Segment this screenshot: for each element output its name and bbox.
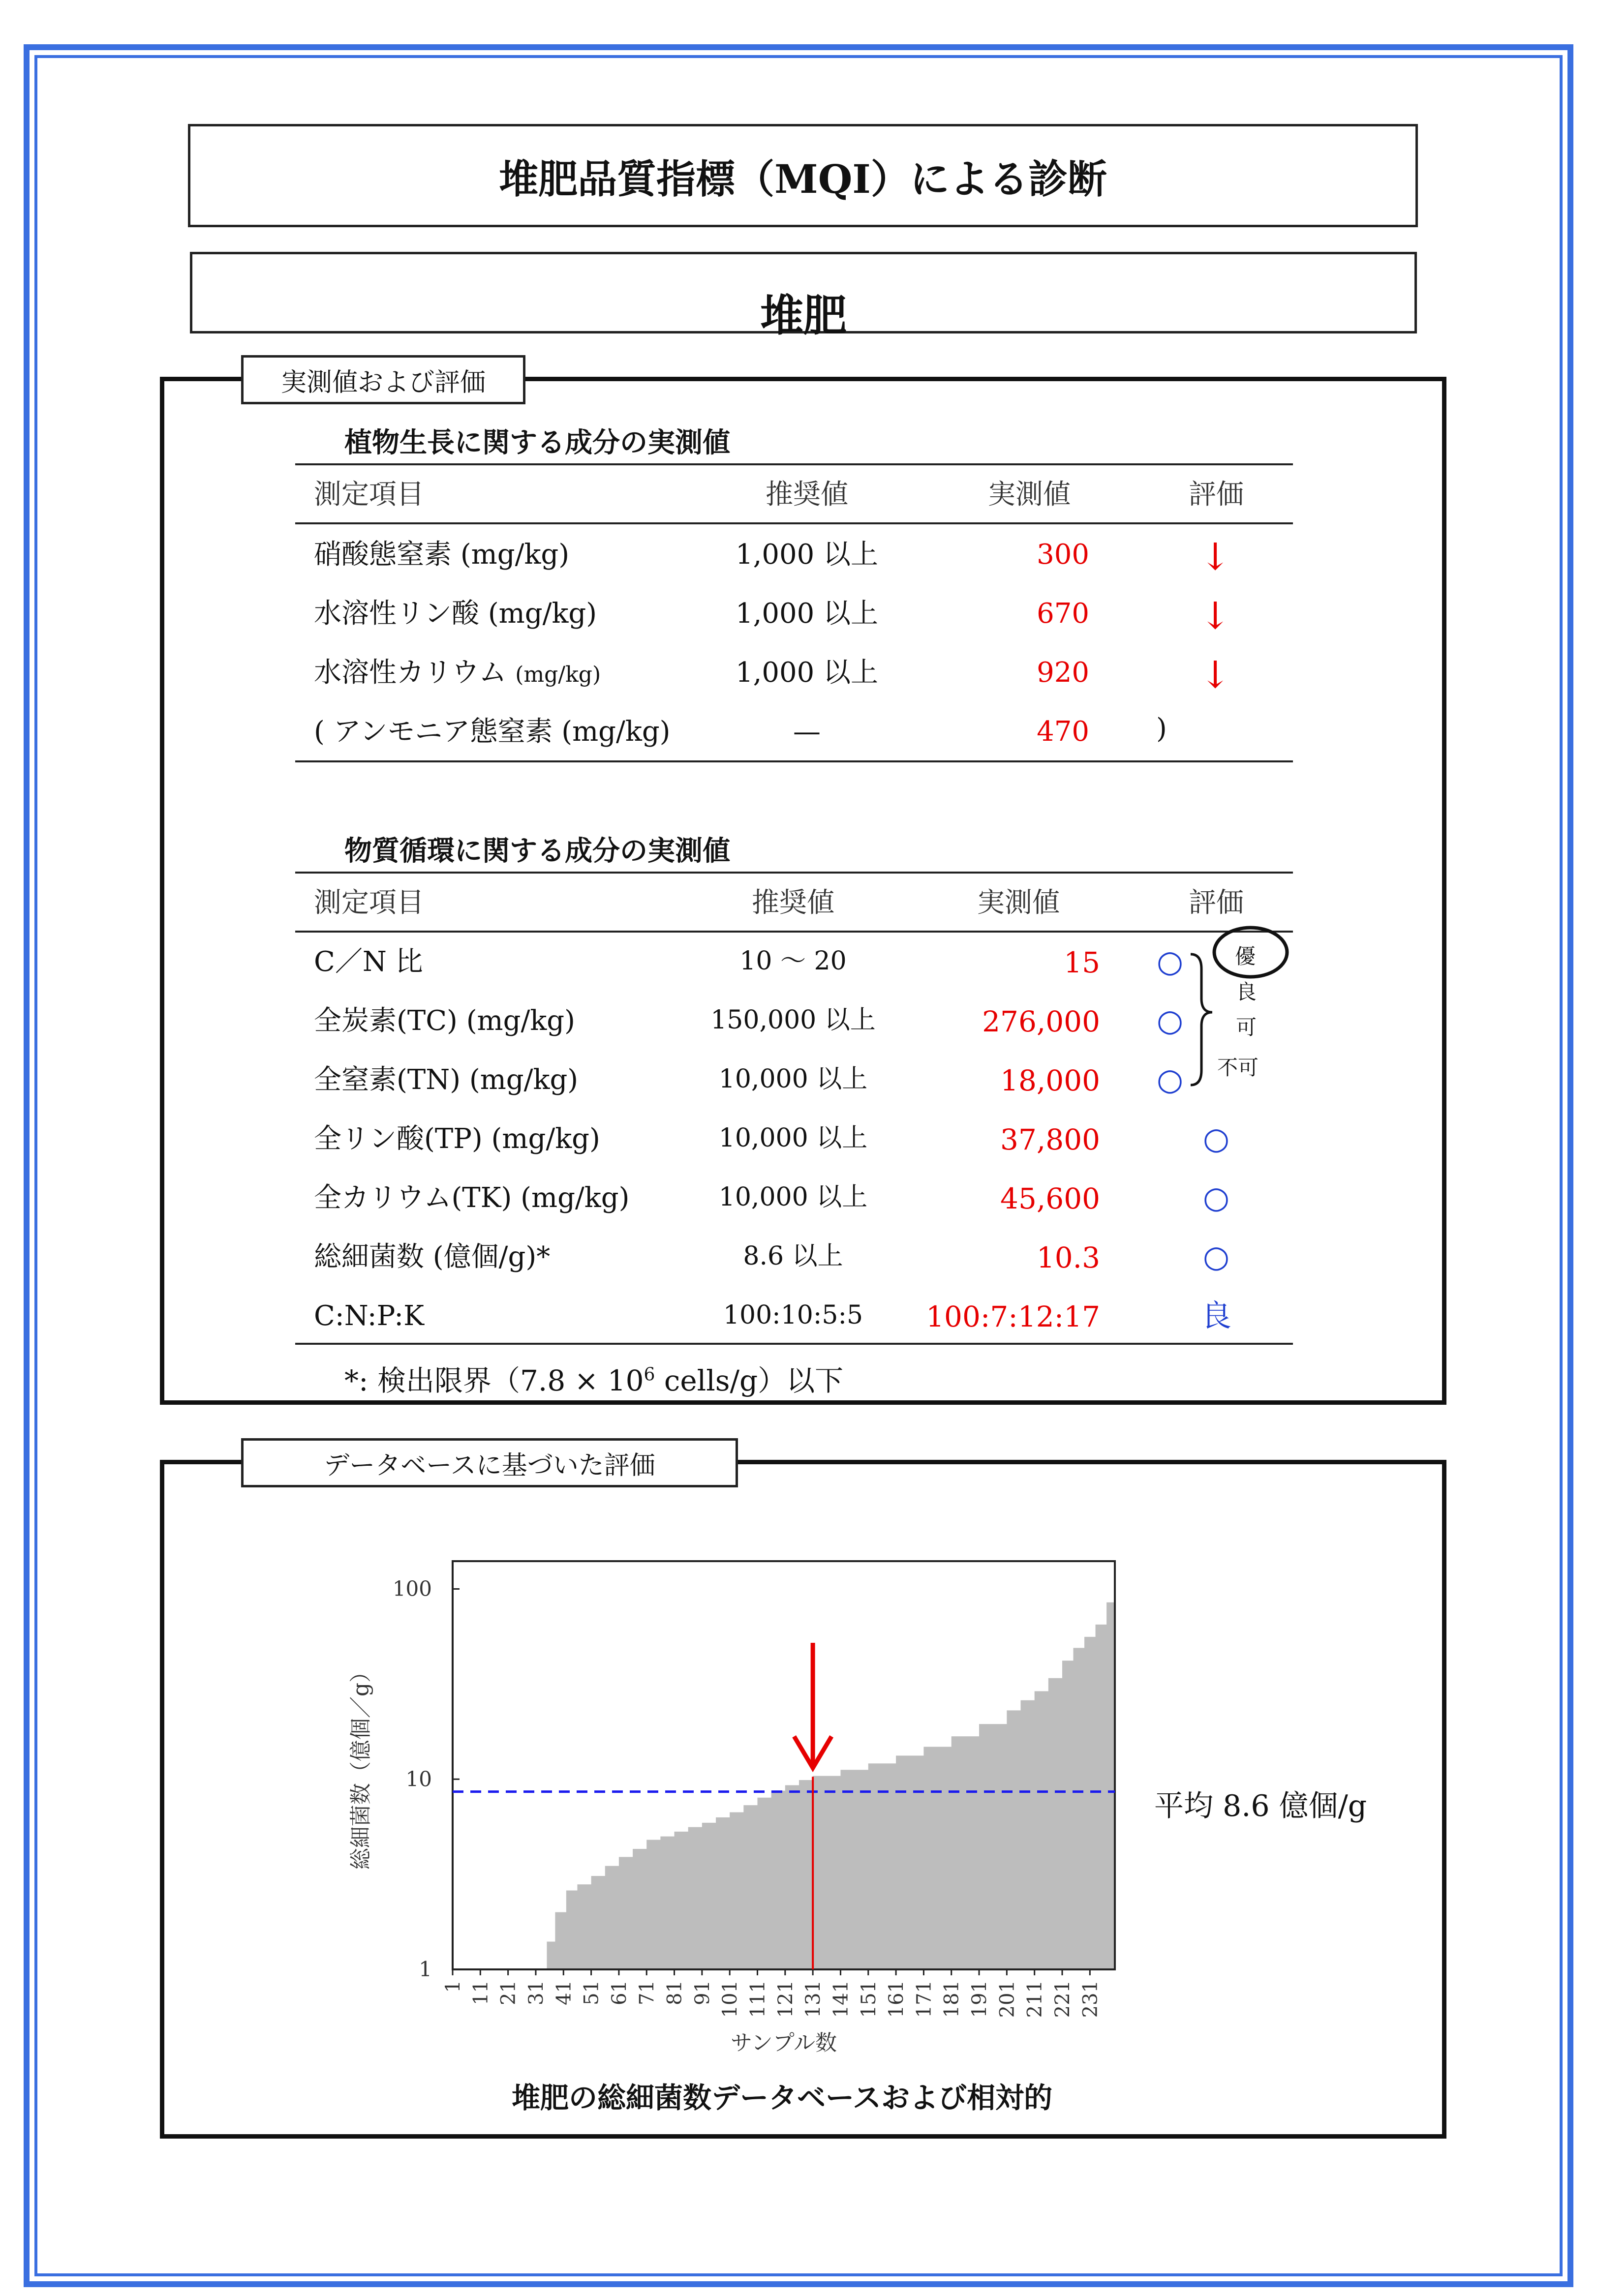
section2-bottom-rule <box>295 1343 1293 1345</box>
s1-row-item: 水溶性カリウム (mg/kg) <box>314 657 601 689</box>
page-title-text: 堆肥品質指標（MQI）による診断 <box>499 155 1107 202</box>
s2-row-item: 全窒素(TN) (mg/kg) <box>314 1064 579 1096</box>
s2-row-recommended: 10,000 以上 <box>718 1123 868 1153</box>
measurements-tab <box>241 355 525 404</box>
s1-row-recommended: 1,000 以上 <box>735 539 879 571</box>
page-subtitle-text: 堆肥 <box>760 290 847 341</box>
s1-row-measured: 470 <box>1037 716 1089 748</box>
x-tick-label: 231 <box>1079 1980 1102 2018</box>
x-tick-label: 71 <box>636 1980 659 2005</box>
s2-row-recommended: 10 ～ 20 <box>739 946 847 976</box>
s1-row-eval: ↓ <box>1199 594 1231 637</box>
s2-row-measured: 15 <box>1064 946 1100 979</box>
s1-row-measured: 670 <box>1037 598 1089 630</box>
x-tick-label: 131 <box>802 1980 825 2018</box>
detection-footnote <box>344 1358 843 1399</box>
x-tick-label: 211 <box>1023 1980 1046 2018</box>
section2-top-rule <box>295 872 1293 874</box>
section2-title: 物質循環に関する成分の実測値 <box>344 835 730 867</box>
y-tick-label: 10 <box>405 1767 432 1791</box>
section1-title: 植物生長に関する成分の実測値 <box>344 426 730 459</box>
x-tick-label: 141 <box>829 1980 853 2018</box>
s2-row-item: 全カリウム(TK) (mg/kg) <box>314 1182 630 1214</box>
s2-row-eval: ○ <box>1202 1179 1230 1215</box>
bacteria-area-series <box>453 1561 1115 1969</box>
legend-poor: 不可 <box>1217 1056 1259 1080</box>
bacteria-count-chart <box>295 1535 1151 2081</box>
s1-row-eval: ↓ <box>1199 535 1231 578</box>
x-axis-label: サンプル数 <box>730 2030 837 2055</box>
x-tick-label: 121 <box>774 1980 797 2018</box>
s1-row-unit: (mg/kg) <box>488 598 597 630</box>
s2-header-recommended: 推奨値 <box>752 887 834 919</box>
rating-brace-icon <box>1191 954 1212 1085</box>
x-tick-label: 171 <box>913 1980 936 2018</box>
section1-head-rule <box>295 522 1293 524</box>
measurements-tab-label: 実測値および評価 <box>280 367 486 397</box>
s1-row-eval: ↓ <box>1199 653 1231 696</box>
x-tick-label: 51 <box>580 1980 603 2005</box>
s1-header-eval: 評価 <box>1189 479 1244 511</box>
s1-row-measured: 920 <box>1037 657 1089 689</box>
x-tick-label: 161 <box>885 1980 908 2018</box>
s2-row-measured: 10.3 <box>1036 1241 1100 1274</box>
s2-header-measured: 実測値 <box>977 887 1060 919</box>
s2-row-item: 全炭素(TC) (mg/kg) <box>314 1005 575 1037</box>
s2-row-item: C:N:P:K <box>314 1300 424 1332</box>
s1-row-item: 水溶性リン酸 (mg/kg) <box>314 598 597 630</box>
x-tick-label: 41 <box>553 1980 576 2005</box>
s1-header-recommended: 推奨値 <box>766 479 848 511</box>
s1-row-item: 硝酸態窒素 (mg/kg) <box>314 539 570 571</box>
y-tick-label: 100 <box>392 1576 432 1601</box>
s2-row-measured: 18,000 <box>1000 1064 1100 1097</box>
legend-good: 良 <box>1236 980 1257 1004</box>
s1-header-measured: 実測値 <box>988 479 1071 511</box>
x-tick-label: 181 <box>940 1980 963 2018</box>
y-axis-label: 総細菌数（億個／g） <box>348 1661 373 1870</box>
x-tick-label: 101 <box>719 1980 742 2018</box>
s2-row-eval: ○ <box>1156 1061 1184 1097</box>
s2-row-recommended: 150,000 以上 <box>710 1005 876 1035</box>
s2-row-eval: 良 <box>1200 1298 1231 1333</box>
x-tick-label: 91 <box>691 1980 714 2005</box>
s1-row-measured: 300 <box>1037 539 1089 571</box>
x-tick-label: 81 <box>663 1980 686 2005</box>
s2-row-recommended: 100:10:5:5 <box>723 1300 863 1330</box>
s2-row-eval: ○ <box>1156 943 1184 979</box>
page-subtitle <box>190 252 1417 341</box>
x-tick-label: 191 <box>968 1980 991 2018</box>
x-tick-label: 1 <box>442 1980 464 1993</box>
s1-row-unit: (mg/kg) <box>460 539 570 571</box>
s2-row-eval: ○ <box>1202 1120 1230 1156</box>
s1-row-unit: (mg/kg) <box>561 716 671 748</box>
s1-header-item: 測定項目 <box>314 479 424 511</box>
s2-row-item: 全リン酸(TP) (mg/kg) <box>314 1123 600 1155</box>
s2-row-recommended: 8.6 以上 <box>743 1241 843 1271</box>
s1-row-item: ( アンモニア態窒素 (mg/kg) <box>314 716 671 748</box>
s1-row-recommended: 1,000 以上 <box>735 657 879 689</box>
s2-row-measured: 276,000 <box>982 1005 1100 1038</box>
x-tick-label: 151 <box>857 1980 880 2018</box>
legend-fair: 可 <box>1236 1015 1257 1039</box>
y-tick-label: 1 <box>419 1957 432 1981</box>
section1-bottom-rule <box>295 760 1293 762</box>
s2-row-item: 総細菌数 (億個/g)* <box>314 1241 551 1273</box>
x-tick-label: 201 <box>996 1980 1019 2018</box>
x-tick-label: 61 <box>608 1980 631 2005</box>
s2-header-item: 測定項目 <box>314 887 424 919</box>
s2-row-measured: 45,600 <box>1000 1182 1100 1215</box>
s1-row-recommended: — <box>793 716 821 748</box>
s1-row-unit: (mg/kg) <box>515 662 601 687</box>
footnote-suffix: cells/g）以下 <box>655 1364 844 1397</box>
s2-row-recommended: 10,000 以上 <box>718 1182 868 1212</box>
x-tick-label: 11 <box>469 1980 492 2005</box>
s2-row-recommended: 10,000 以上 <box>718 1064 868 1094</box>
s1-row-eval: ) <box>1156 713 1167 745</box>
s1-row-recommended: 1,000 以上 <box>735 598 879 630</box>
chart-caption: 堆肥の総細菌数データベースおよび相対的 <box>512 2081 1053 2115</box>
database-tab <box>241 1438 738 1487</box>
x-tick-label: 21 <box>497 1980 520 2005</box>
x-tick-label: 31 <box>524 1980 548 2005</box>
x-tick-label: 221 <box>1051 1980 1074 2018</box>
s2-row-eval: ○ <box>1202 1239 1230 1274</box>
section2-head-rule <box>295 931 1293 933</box>
footnote-prefix: *: 検出限界（7.8 × 10 <box>344 1364 644 1397</box>
footnote-exponent: 6 <box>644 1364 655 1385</box>
s2-row-measured: 37,800 <box>1000 1123 1100 1156</box>
x-tick-label: 111 <box>746 1980 769 2018</box>
s2-row-item: C／N 比 <box>314 946 423 978</box>
legend-excellent: 優 <box>1235 944 1256 968</box>
s2-row-measured: 100:7:12:17 <box>926 1300 1100 1333</box>
s2-row-eval: ○ <box>1156 1002 1184 1038</box>
mean-label: 平均 8.6 億個/g <box>1154 1789 1367 1823</box>
section1-top-rule <box>295 463 1293 465</box>
s2-header-eval: 評価 <box>1189 887 1244 919</box>
database-tab-label: データベースに基づいた評価 <box>324 1450 655 1480</box>
page-title <box>188 124 1418 227</box>
